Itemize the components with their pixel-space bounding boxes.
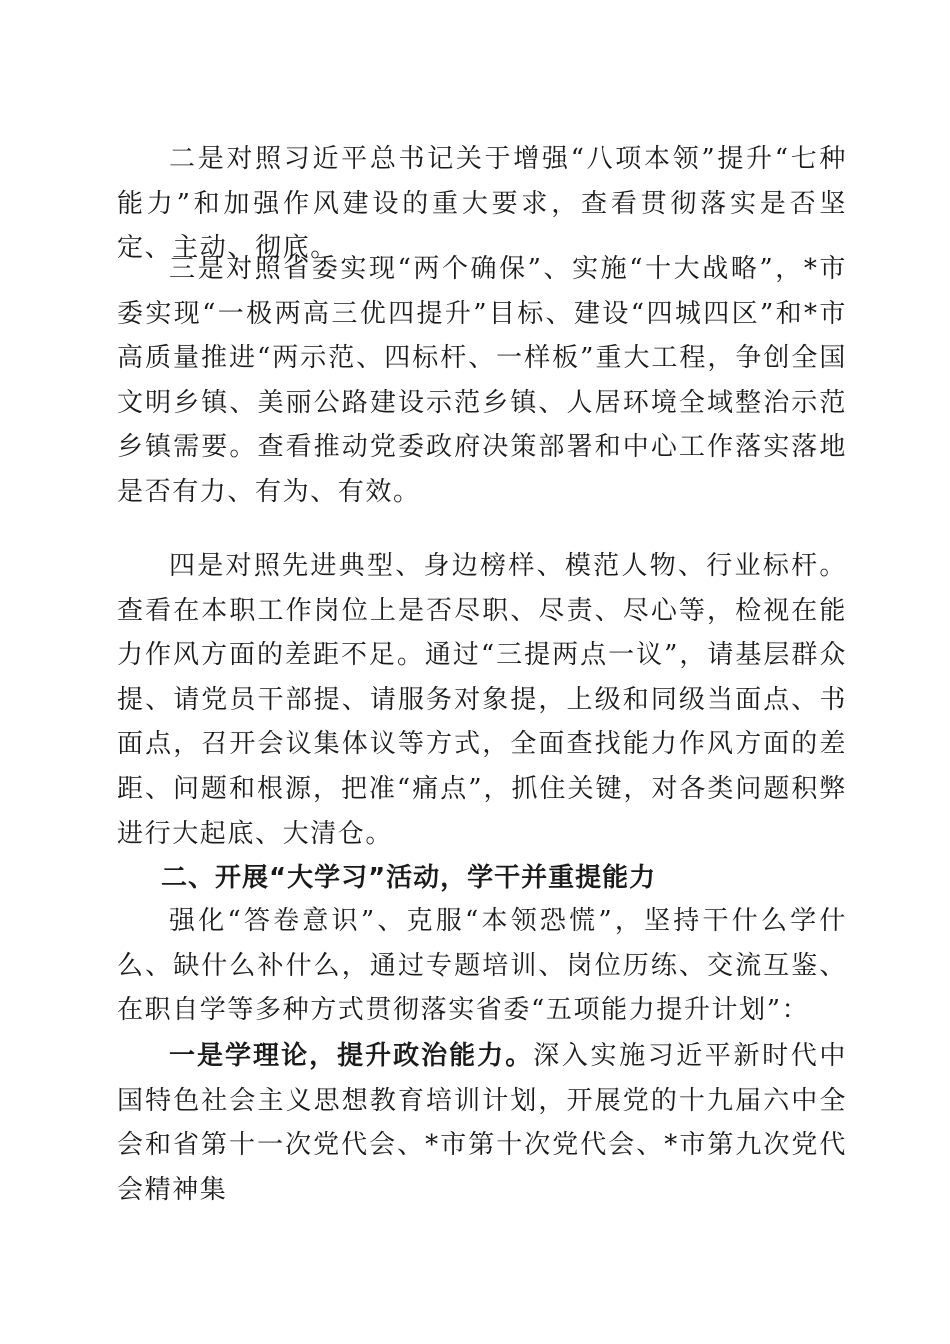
section-intro-paragraph: 强化“答卷意识”、克服“本领恐慌”，坚持干什么学什么、缺什么补什么，通过专题培训、岗位历练、交流互鉴、在职自学等多种方式贯彻落实省委“五项能力提升计划”： <box>117 906 847 1026</box>
section-heading: 二、开展“大学习”活动，学干并重提能力 <box>161 863 657 893</box>
paragraph-lead-text: 一是学理论，提升政治能力。 <box>169 1041 534 1071</box>
paragraph-item-two: 二是对照习近平总书记关于增强“八项本领”提升“七种能力”和加强作风建设的重大要求，查看贯彻落实是否坚定、主动、彻底。 <box>117 144 847 264</box>
paragraph-item-four: 四是对照先进典型、身边榜样、模范人物、行业标杆。查看在本职工作岗位上是否尽职、尽责、尽心等，检视在能力作风方面的差距不足。通过“三提两点一议”，请基层群众提、请党员干部提、请服务对象提，上级和同级当面点、书面点，召开会议集体议等方式，全面查找能力作风方面的差距、问题和根源，把准“痛点”，抓住关键，对各类问题积弊进行大起底、大清仓。 <box>117 551 847 849</box>
paragraph-item-three: 三是对照省委实现“两个确保”、实施“十大战略”，*市委实现“一极两高三优四提升”目标、建设“四城四区”和*市高质量推进“两示范、四标杆、一样板”重大工程，争创全国文明乡镇、美丽公路建设示范乡镇、人居环境全域整治示范乡镇需要。查看推动党委政府决策部署和中心工作落实落地是否有力、有为、有效。 <box>117 254 847 507</box>
paragraph-body-text: 深入实施习近平新时代中国特色社会主义思想教育培训计划，开展党的十九届六中全会和省第十一次党代会、*市第十次党代会、*市第九次党代会精神集 <box>117 1041 847 1205</box>
paragraph-study-theory <box>117 1034 847 1212</box>
